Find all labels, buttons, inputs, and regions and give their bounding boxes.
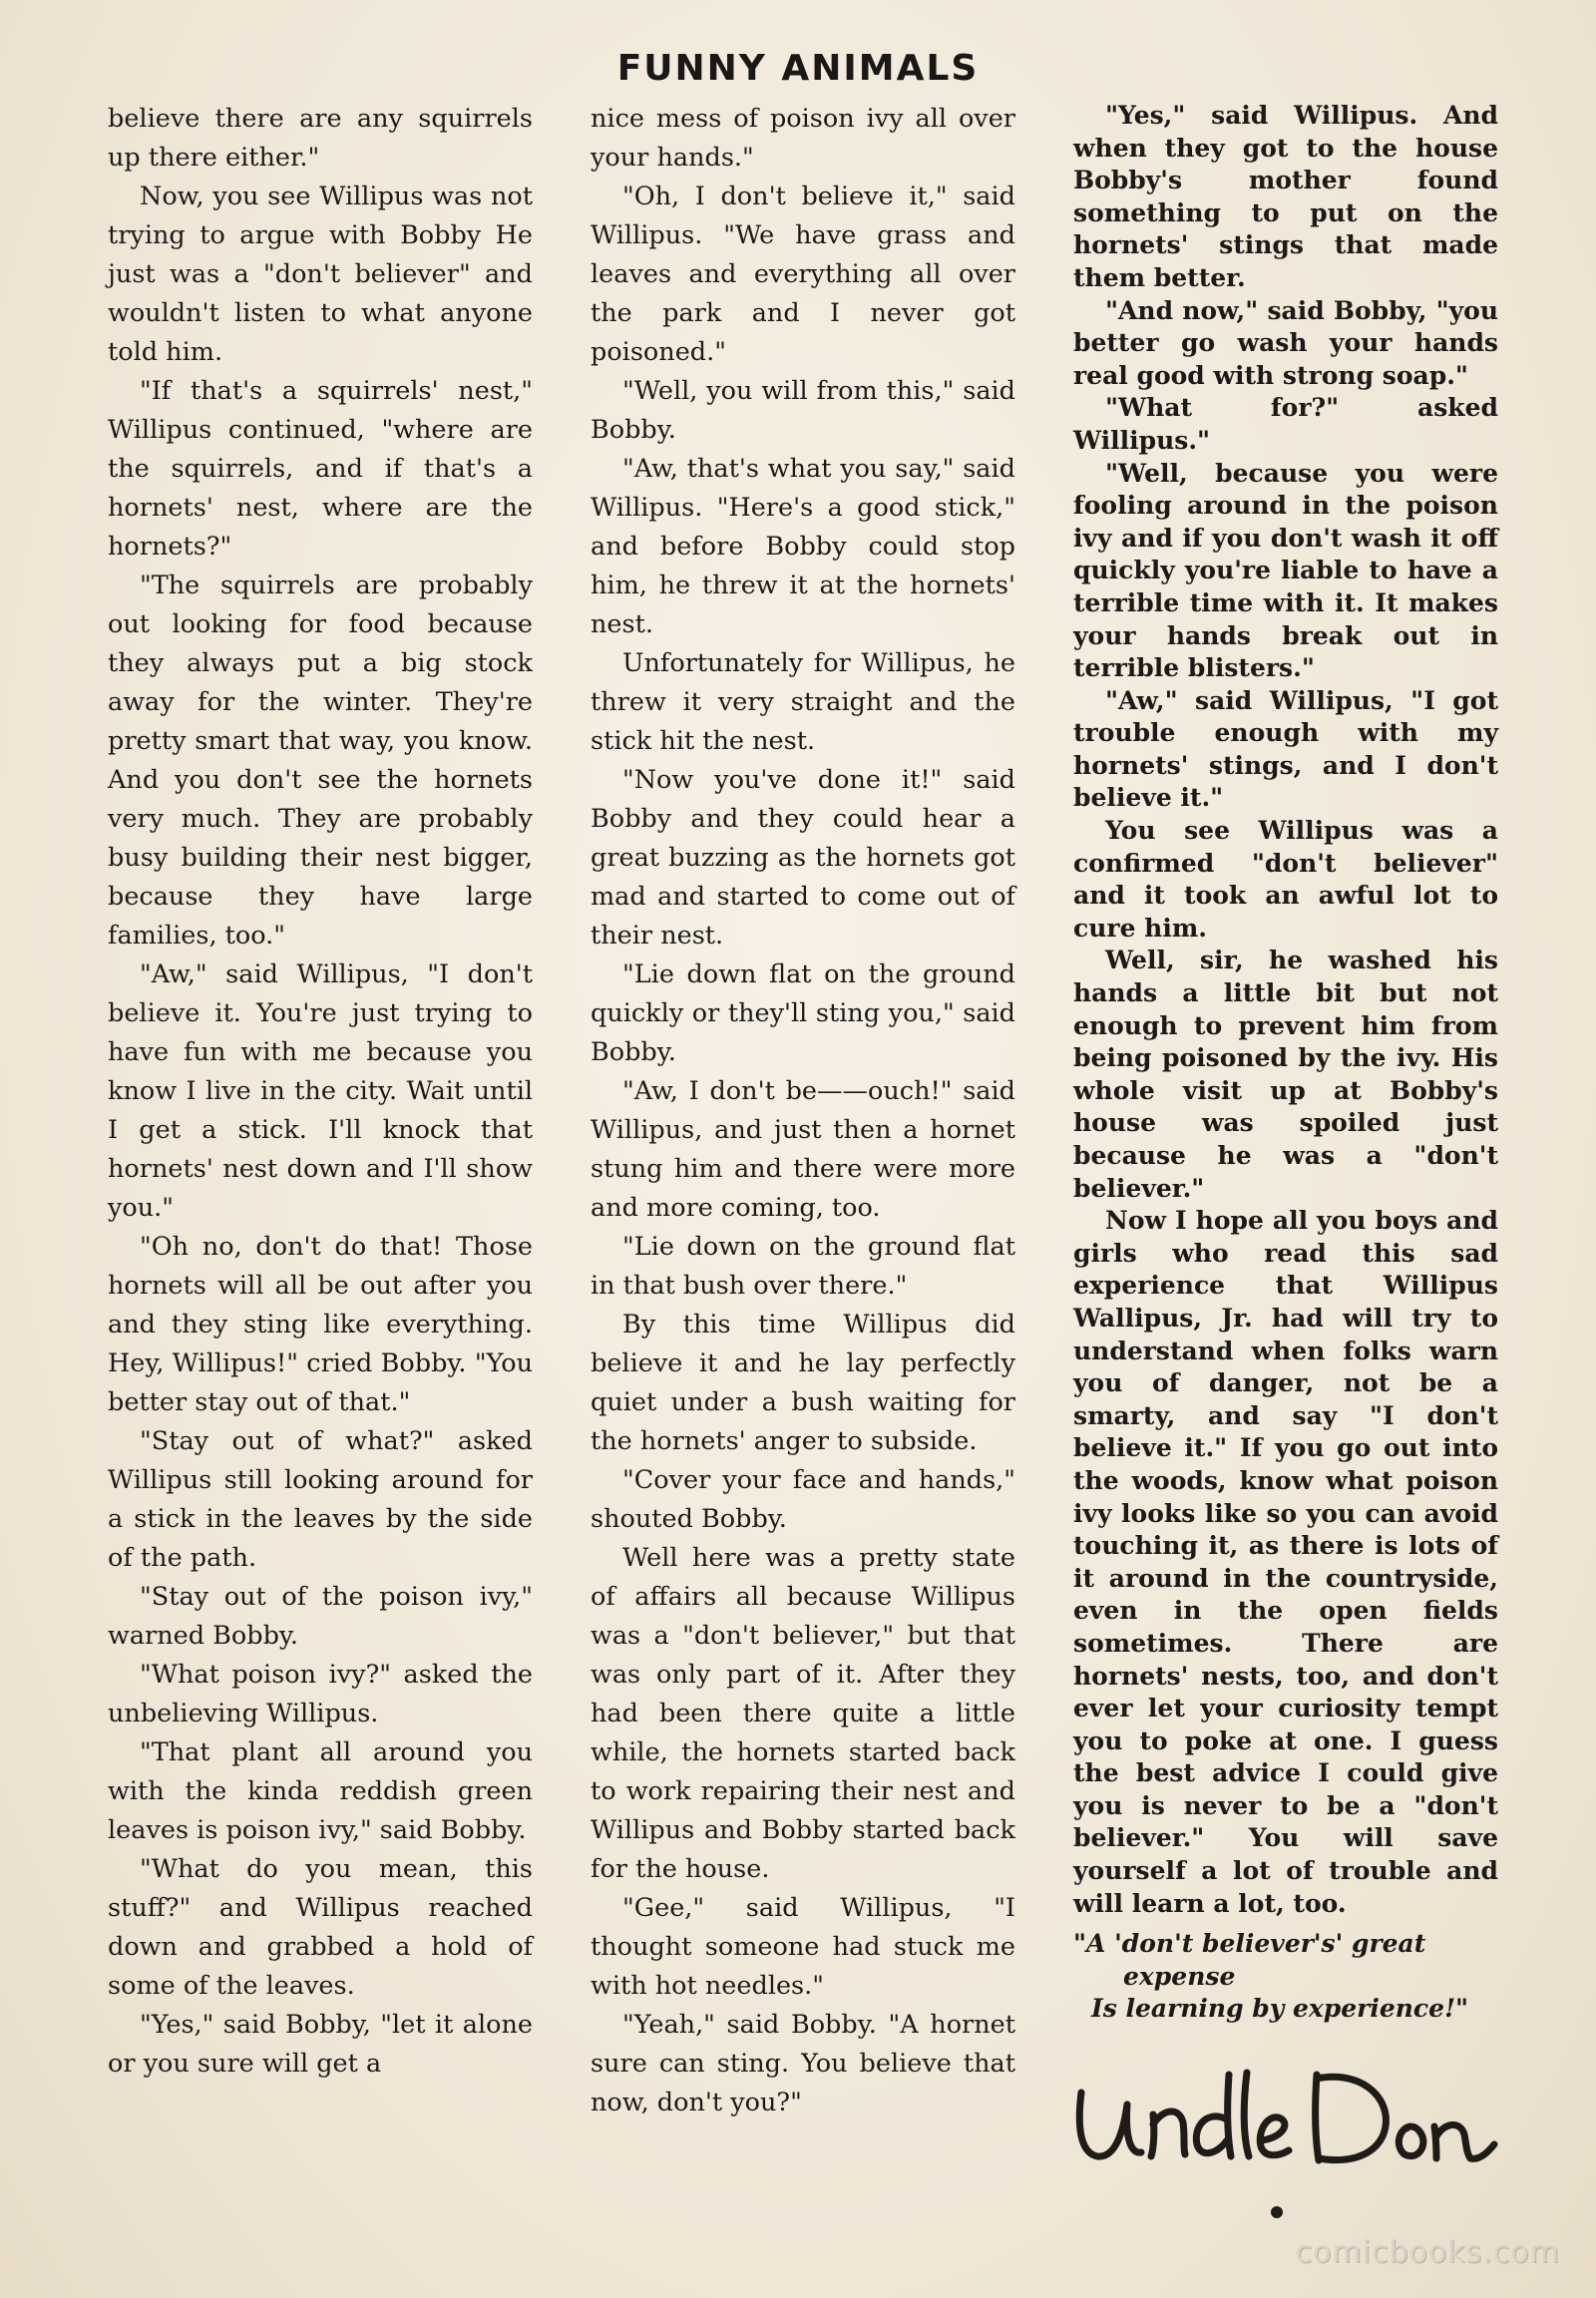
story-paragraph: "Oh no, don't do that! Those hornets will all be out after you and they sting like everything. Hey, Willipus!" cried Bobby. "You better stay out of that." xyxy=(108,1232,533,1417)
story-paragraph: Well, sir, he washed his hands a little bit but not enough to prevent him from being poisoned by the ivy. His whole visit up at Bobby's house was spoiled just because he was a "don't believer." xyxy=(1073,946,1498,1203)
story-paragraph: "Now you've done it!" said Bobby and they could hear a great buzzing as the hornets got mad and started to come out of their nest. xyxy=(591,765,1015,951)
text-column-3 xyxy=(1073,100,1498,2026)
text-column-2 xyxy=(591,100,1015,2122)
text-column-1 xyxy=(108,100,533,2084)
story-paragraph: "Yes," said Bobby, "let it alone or you sure will get a xyxy=(108,2010,533,2079)
closing-verse xyxy=(1073,1928,1498,2026)
story-paragraph: "What for?" asked Willipus." xyxy=(1073,393,1498,455)
story-paragraph: "Aw, that's what you say," said Willipus. "Here's a good stick," and before Bobby could stop him, he threw it at the hornets' nest. xyxy=(591,454,1015,639)
story-paragraph: believe there are any squirrels up there either." xyxy=(108,104,533,173)
story-paragraph: Now, you see Willipus was not trying to argue with Bobby He just was a "don't believer" and wouldn't listen to what anyone told him. xyxy=(108,182,533,367)
story-paragraph: Well here was a pretty state of affairs all because Willipus was a "don't believer," but that was only part of it. After they had been there quite a little while, the hornets started back to work repairing their nest and Willipus and Bobby started back for the house. xyxy=(591,1543,1015,1884)
story-paragraph: "If that's a squirrels' nest," Willipus continued, "where are the squirrels, and if that's a hornets' nest, where are the hornets?" xyxy=(108,376,533,562)
story-paragraph: "Aw," said Willipus, "I got trouble enough with my hornets' stings, and I don't believe it." xyxy=(1073,685,1498,813)
verse-line: "A 'don't believer's' great xyxy=(1073,1929,1426,1959)
story-paragraph: "Cover your face and hands," shouted Bobby. xyxy=(591,1465,1015,1534)
page-header-title: FUNNY ANIMALS xyxy=(616,48,980,89)
story-paragraph: "Stay out of the poison ivy," warned Bobby. xyxy=(108,1582,533,1651)
story-paragraph: "Aw, I don't be——ouch!" said Willipus, and just then a hornet stung him and there were more and more coming, too. xyxy=(591,1076,1015,1223)
uncle-don-signature xyxy=(1067,2045,1506,2234)
story-paragraph: "The squirrels are probably out looking for food because they always put a big stock away for the winter. They're pretty smart that way, you know. And you don't see the hornets very much. They are probably busy building their nest bigger, because they have large families, too." xyxy=(108,571,533,951)
story-paragraph: "Lie down flat on the ground quickly or they'll sting you," said Bobby. xyxy=(591,959,1015,1067)
story-paragraph: "Gee," said Willipus, "I thought someone had stuck me with hot needles." xyxy=(591,1893,1015,2001)
story-paragraph: "Oh, I don't believe it," said Willipus. "We have grass and leaves and everything all over the park and I never got poisoned." xyxy=(591,182,1015,367)
story-paragraph: Now I hope all you boys and girls who read this sad experience that Willipus Wallipus, Jr. had will try to understand when folks warn you of danger, not be a smarty, and say "I don't believe it." If you go out into the woods, know what poison ivy looks like so you can avoid touching it, as there is lots of it around in the countryside, even in the open fields sometimes. There are hornets' nests, too, and don't ever let your curiosity tempt you to poke at one. I guess the best advice I could give you is never to be a "don't believer." You will save yourself a lot of trouble and will learn a lot, too. xyxy=(1073,1206,1498,1918)
verse-line: expense xyxy=(1123,1961,1236,1991)
story-paragraph: "And now," said Bobby, "you better go wash your hands real good with strong soap." xyxy=(1073,295,1498,390)
story-paragraph: Unfortunately for Willipus, he threw it very straight and the stick hit the nest. xyxy=(591,648,1015,756)
verse-line: Is learning by experience!" xyxy=(1091,1994,1469,2024)
story-paragraph: "Lie down on the ground flat in that bush over there." xyxy=(591,1232,1015,1301)
story-paragraph: "Stay out of what?" asked Willipus still looking around for a stick in the leaves by the side of the path. xyxy=(108,1426,533,1573)
story-paragraph: By this time Willipus did believe it and he lay perfectly quiet under a bush waiting for the hornets' anger to subside. xyxy=(591,1310,1015,1456)
story-paragraph: nice mess of poison ivy all over your hands." xyxy=(591,104,1015,173)
story-paragraph: "Well, because you were fooling around in the poison ivy and if you don't wash it off quickly you're liable to have a terrible time with it. It makes your hands break out in terrible blisters." xyxy=(1073,458,1498,683)
story-paragraph: "Well, you will from this," said Bobby. xyxy=(591,376,1015,445)
story-paragraph: "What do you mean, this stuff?" and Willipus reached down and grabbed a hold of some of the leaves. xyxy=(108,1854,533,2001)
story-paragraph: "What poison ivy?" asked the unbelieving Willipus. xyxy=(108,1660,533,1728)
story-paragraph: "Yeah," said Bobby. "A hornet sure can sting. You believe that now, don't you?" xyxy=(591,2010,1015,2117)
story-paragraph: "That plant all around you with the kinda reddish green leaves is poison ivy," said Bobby. xyxy=(108,1737,533,1845)
story-paragraph: "Aw," said Willipus, "I don't believe it. You're just trying to have fun with me because you know I live in the city. Wait until I get a stick. I'll knock that hornets' nest down and I'll show you." xyxy=(108,959,533,1223)
site-watermark: comicbooks.com xyxy=(1295,2235,1560,2270)
story-paragraph: "Yes," said Willipus. And when they got to the house Bobby's mother found something to put on the hornets' stings that made them better. xyxy=(1073,101,1498,292)
story-paragraph: You see Willipus was a confirmed "don't believer" and it took an awful lot to cure him. xyxy=(1073,816,1498,943)
